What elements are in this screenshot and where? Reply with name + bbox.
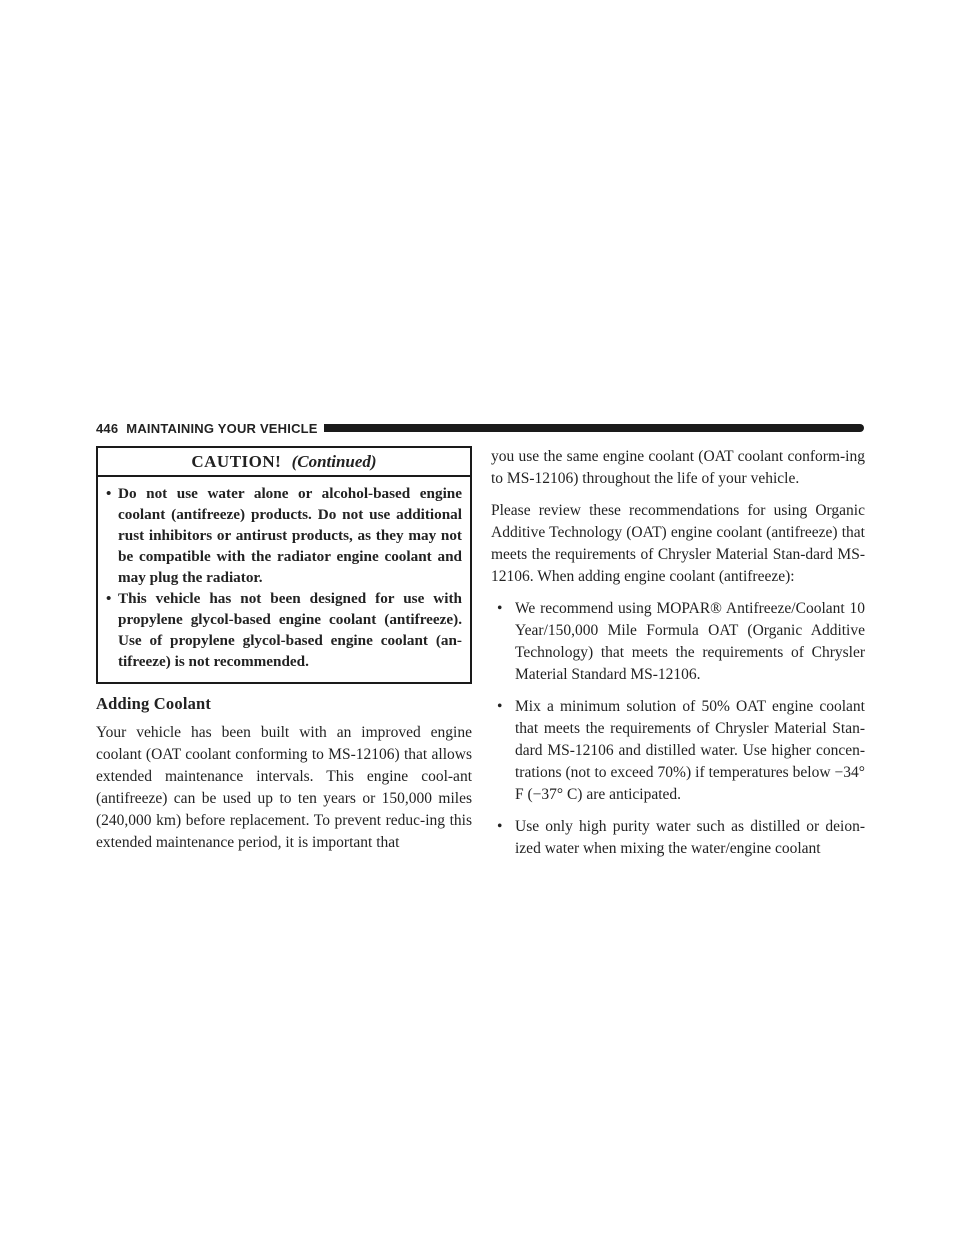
caution-label: CAUTION! — [191, 452, 282, 471]
adding-coolant-paragraph: Your vehicle has been built with an improved engine coolant (OAT coolant conforming to MS-12106) that allows extended maintenance intervals. This engine cool-ant (antifreeze) can be used up to ten years or 150,000 miles (240,000 km) before replacement. To prevent reduc-ing this extended maintenance period, it is important that — [96, 724, 472, 851]
recommendation-text: We recommend using MOPAR® Antifreeze/Coolant 10 Year/150,000 Mile Formula OAT (Organic Additive Technology) that meets the requirements of Chrysler Material Standard MS-12106. — [515, 600, 865, 683]
bullet-icon: • — [497, 818, 503, 835]
caution-continued-label: (Continued) — [291, 452, 377, 471]
header-rule — [324, 424, 864, 432]
caution-item-text: Do not use water alone or alcohol-based engine coolant (antifreeze) products. Do not use additional rust inhibitors or antirust products, as they may not be compatible with the radiator engine coolant and may plug the radiator. — [118, 485, 462, 586]
recommendation-item — [491, 696, 865, 806]
adding-coolant-heading: Adding Coolant — [96, 694, 212, 713]
recommendations-list — [491, 598, 865, 860]
bullet-icon: • — [497, 600, 503, 617]
section-title: MAINTAINING YOUR VEHICLE — [126, 420, 318, 436]
bullet-icon: • — [497, 698, 503, 715]
right-column — [491, 446, 865, 870]
recommendations-paragraph: Please review these recommendations for using Organic Additive Technology (OAT) engine coolant (antifreeze) that meets the requirements of Chrysler Material Stan-dard MS-12106. When adding engine coolant (antifreeze): — [491, 502, 865, 585]
recommendation-text: Use only high purity water such as distilled or deion-ized water when mixing the water/engine coolant — [515, 818, 865, 857]
bullet-icon: • — [106, 590, 112, 607]
caution-item — [98, 483, 470, 588]
continued-paragraph: you use the same engine coolant (OAT coolant conform-ing to MS-12106) throughout the life of your vehicle. — [491, 448, 865, 487]
page-header — [96, 418, 864, 438]
caution-list — [98, 483, 470, 672]
recommendation-text: Mix a minimum solution of 50% OAT engine coolant that meets the requirements of Chrysler Material Stan-dard MS-12106 and distilled water. Use higher concen-trations (not to exceed 70%) if temperatures below −34° F (−37° C) are anticipated. — [515, 698, 865, 803]
left-column — [96, 446, 472, 864]
recommendation-item — [491, 598, 865, 686]
recommendation-item — [491, 816, 865, 860]
caution-item — [98, 588, 470, 672]
caution-box — [96, 446, 472, 684]
bullet-icon: • — [106, 485, 112, 502]
caution-item-text: This vehicle has not been designed for use with propylene glycol-based engine coolant (antifreeze). Use of propylene glycol-based engine coolant (an-tifreeze) is not recommended. — [118, 590, 462, 670]
page-number: 446 — [96, 420, 119, 436]
caution-heading — [98, 448, 470, 477]
